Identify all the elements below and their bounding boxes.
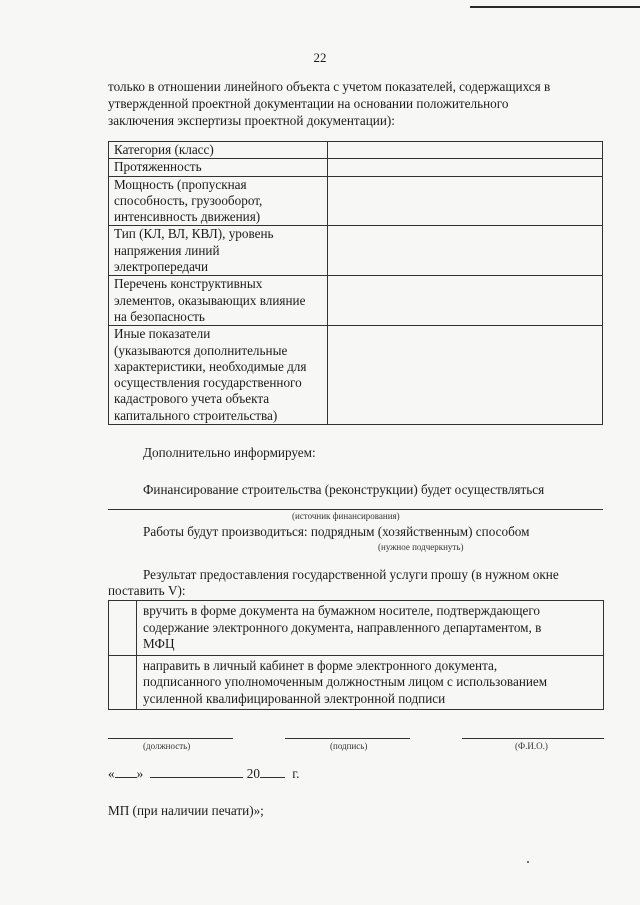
text-line: способность, грузооборот,	[114, 192, 263, 208]
month-field[interactable]	[150, 777, 243, 778]
option-text	[137, 655, 604, 710]
parameter-label	[109, 142, 328, 159]
year-suffix: г.	[292, 766, 300, 781]
text-line: Мощность (пропускная	[114, 176, 247, 192]
text-line: капитального строительства)	[114, 407, 278, 423]
signature-field[interactable]	[285, 738, 410, 739]
text-line: вручить в форме документа на бумажном носителе, подтверждающего	[143, 603, 541, 618]
table-row	[109, 142, 603, 159]
parameter-label	[109, 176, 328, 226]
text-line: направить в личный кабинет в форме электронного документа,	[143, 657, 498, 673]
text-line: подписанного уполномоченным должностным лицом с использованием	[143, 674, 548, 689]
result-text-line: Результат предоставления государственной услуги прошу (в нужном окне	[143, 567, 559, 582]
text-line: содержание электронного документа, направленного департаментом, в	[143, 619, 542, 635]
works-hint: (нужное подчеркнуть)	[378, 542, 464, 552]
option-checkbox[interactable]	[109, 655, 137, 710]
table-row	[109, 176, 603, 226]
parameter-value-cell[interactable]	[328, 326, 603, 425]
parameter-value-cell[interactable]	[328, 142, 603, 159]
financing-hint: (источник финансирования)	[292, 511, 400, 521]
works-text: Работы будут производиться: подрядным (хозяйственным) способом	[143, 524, 530, 539]
additional-info-text: Дополнительно информируем:	[143, 445, 316, 460]
signature-label: (подпись)	[330, 741, 368, 751]
text-line: осуществления государственного	[114, 375, 302, 391]
intro-line: заключения экспертизы проектной документации):	[108, 113, 395, 128]
day-field[interactable]	[115, 777, 137, 778]
text-line: Тип (КЛ, ВЛ, КВЛ), уровень	[114, 226, 274, 242]
text-line: на безопасность	[114, 308, 205, 324]
text-line: напряжения линий	[114, 242, 220, 258]
table-row	[109, 601, 604, 656]
result-text-line: поставить V):	[108, 583, 186, 598]
date-close-quote: »	[136, 766, 144, 781]
stamp-text: МП (при наличии печати)»;	[108, 803, 264, 818]
name-field[interactable]	[462, 738, 604, 739]
text-line: МФЦ	[143, 636, 175, 651]
scan-edge-line	[470, 6, 640, 8]
parameter-value-cell[interactable]	[328, 276, 603, 326]
position-label: (должность)	[143, 741, 191, 751]
text-line: Иные показатели	[114, 326, 211, 342]
parameter-label	[109, 276, 328, 326]
text-line: (указываются дополнительные	[114, 342, 288, 358]
table-row	[109, 276, 603, 326]
table-row	[109, 159, 603, 176]
table-row	[109, 326, 603, 425]
parameter-value-cell[interactable]	[328, 226, 603, 276]
name-label: (Ф.И.О.)	[515, 741, 548, 751]
text-line: кадастрового учета объекта	[114, 391, 270, 407]
text-line: усиленной квалифицированной электронной подписи	[143, 690, 446, 706]
text-line: Протяженность	[114, 159, 202, 175]
parameter-label	[109, 226, 328, 276]
financing-source-field[interactable]	[108, 509, 603, 510]
page-number: 22	[313, 50, 327, 65]
parameter-value-cell[interactable]	[328, 176, 603, 226]
result-options-table	[108, 600, 604, 710]
parameter-label	[109, 159, 328, 176]
parameter-label	[109, 326, 328, 425]
parameter-value-cell[interactable]	[328, 159, 603, 176]
date-line	[108, 766, 299, 782]
intro-line: утвержденной проектной документации на основании положительного	[108, 96, 509, 111]
year-field[interactable]	[260, 777, 285, 778]
text-line: элементов, оказывающих влияние	[114, 292, 306, 308]
option-text	[137, 601, 604, 656]
year-prefix: 20	[246, 766, 260, 781]
table-row	[109, 655, 604, 710]
intro-paragraph	[108, 78, 604, 129]
table-row	[109, 226, 603, 276]
parameters-table	[108, 141, 603, 425]
intro-line: только в отношении линейного объекта с учетом показателей, содержащихся в	[108, 79, 551, 94]
text-line: Перечень конструктивных	[114, 276, 263, 292]
scan-speck	[527, 861, 529, 863]
date-open-quote: «	[108, 766, 115, 781]
text-line: характеристики, необходимые для	[114, 358, 307, 374]
financing-text: Финансирование строительства (реконструкции) будет осуществляться	[143, 482, 545, 497]
option-checkbox[interactable]	[109, 601, 137, 656]
text-line: Категория (класс)	[114, 142, 214, 157]
text-line: интенсивность движения)	[114, 209, 261, 225]
position-field[interactable]	[108, 738, 233, 739]
text-line: электропередачи	[114, 259, 209, 275]
